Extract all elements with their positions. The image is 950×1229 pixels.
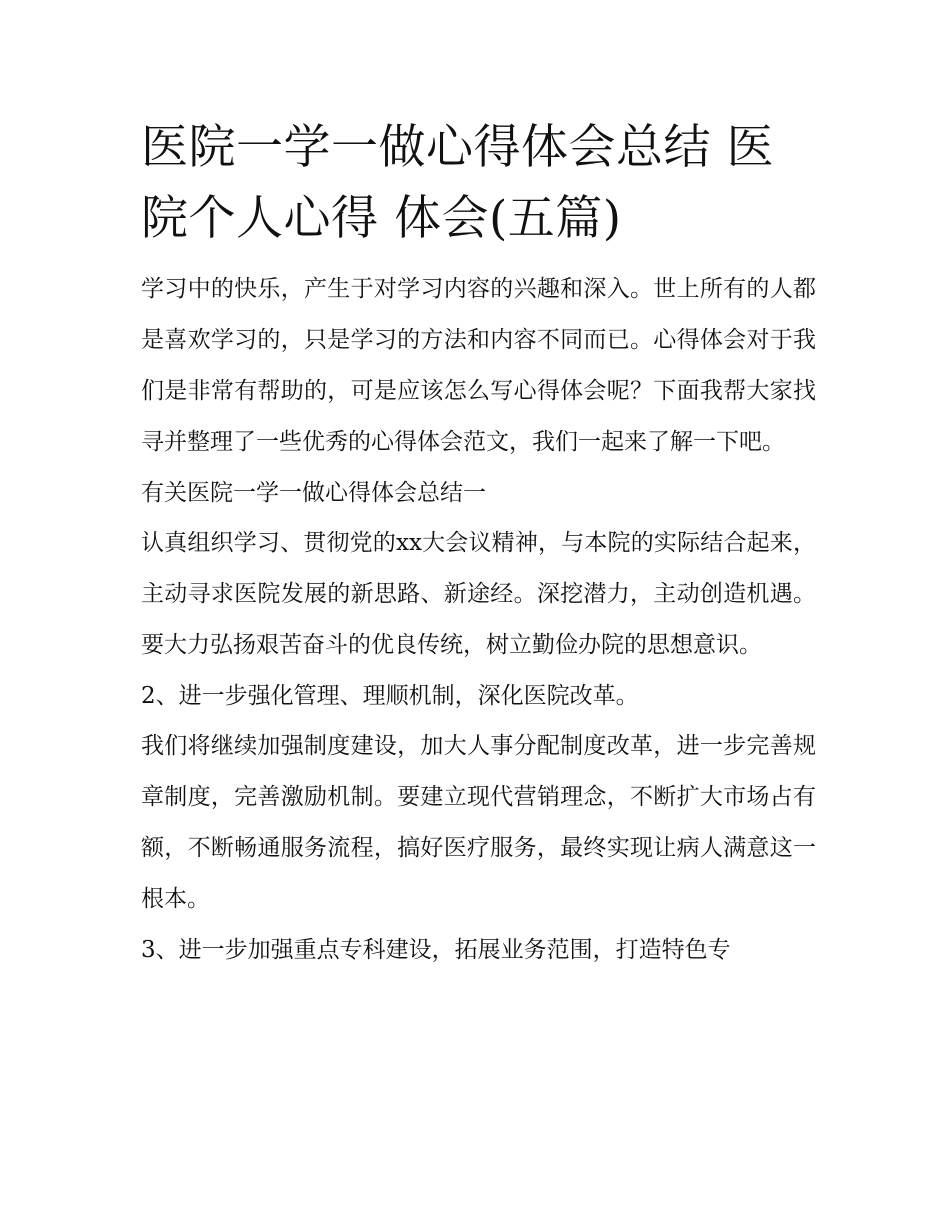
document-title: 医院一学一做心得体会总结 医院个人心得 体会(五篇) [141, 120, 774, 246]
item-heading-3: 3、进一步加强重点专科建设，拓展业务范围，打造特色专 [141, 937, 731, 963]
section-heading: 有关医院一学一做心得体会总结一 [141, 480, 486, 506]
item-heading-2: 2、进一步强化管理、理顺机制，深化医院改革。 [141, 683, 639, 709]
body-paragraph-1: 认真组织学习、贯彻党的xx大会议精神，与本院的实际结合起来，主动寻求医院发展的新思路、新途经。深挖潜力，主动创造机遇。要大力弘扬艰苦奋斗的优良传统，树立勤俭办院的思想意识。 [141, 530, 816, 658]
intro-paragraph: 学习中的快乐，产生于对学习内容的兴趣和深入。世上所有的人都是喜欢学习的，只是学习的方法和内容不同而已。心得体会对于我们是非常有帮助的，可是应该怎么写心得体会呢？下面我帮大家找寻并整理了一些优秀的心得体会范文，我们一起来了解一下吧。 [141, 276, 816, 455]
document-body [141, 112, 816, 975]
body-paragraph-2: 我们将继续加强制度建设，加大人事分配制度改革，进一步完善规章制度，完善激励机制。要建立现代营销理念，不断扩大市场占有额，不断畅通服务流程，搞好医疗服务，最终实现让病人满意这一根本。 [141, 733, 816, 912]
